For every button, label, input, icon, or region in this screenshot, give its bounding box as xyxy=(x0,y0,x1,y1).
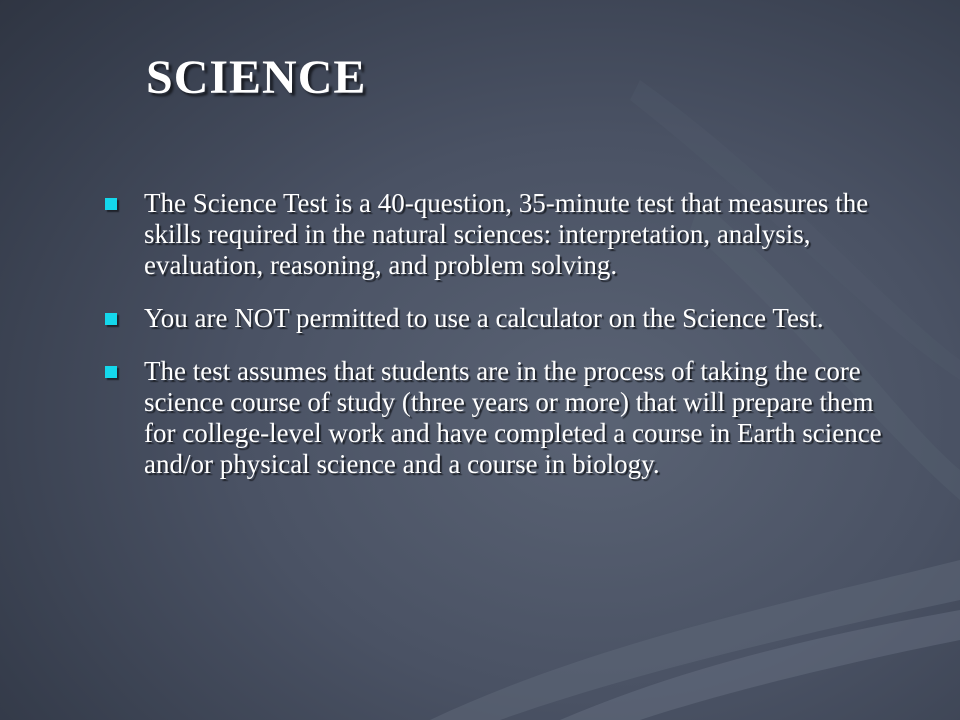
bullet-list xyxy=(104,188,904,502)
bullet-text: The test assumes that students are in the process of taking the core science course of study (three years or more) that will prepare them for college-level work and have completed a course in Earth science and/or physical science and a course in biology. xyxy=(144,356,882,479)
slide-title: SCIENCE xyxy=(146,51,367,104)
bullet-item xyxy=(104,188,904,281)
square-bullet-icon xyxy=(105,366,117,378)
bullet-item xyxy=(104,356,904,480)
square-bullet-icon xyxy=(105,198,117,210)
bullet-item xyxy=(104,303,904,334)
bullet-text: You are NOT permitted to use a calculator on the Science Test. xyxy=(144,303,824,333)
bullet-text: The Science Test is a 40-question, 35-minute test that measures the skills required in the natural sciences: interpretation, analysis, evaluation, reasoning, and problem solving. xyxy=(144,188,869,280)
square-bullet-icon xyxy=(105,313,117,325)
